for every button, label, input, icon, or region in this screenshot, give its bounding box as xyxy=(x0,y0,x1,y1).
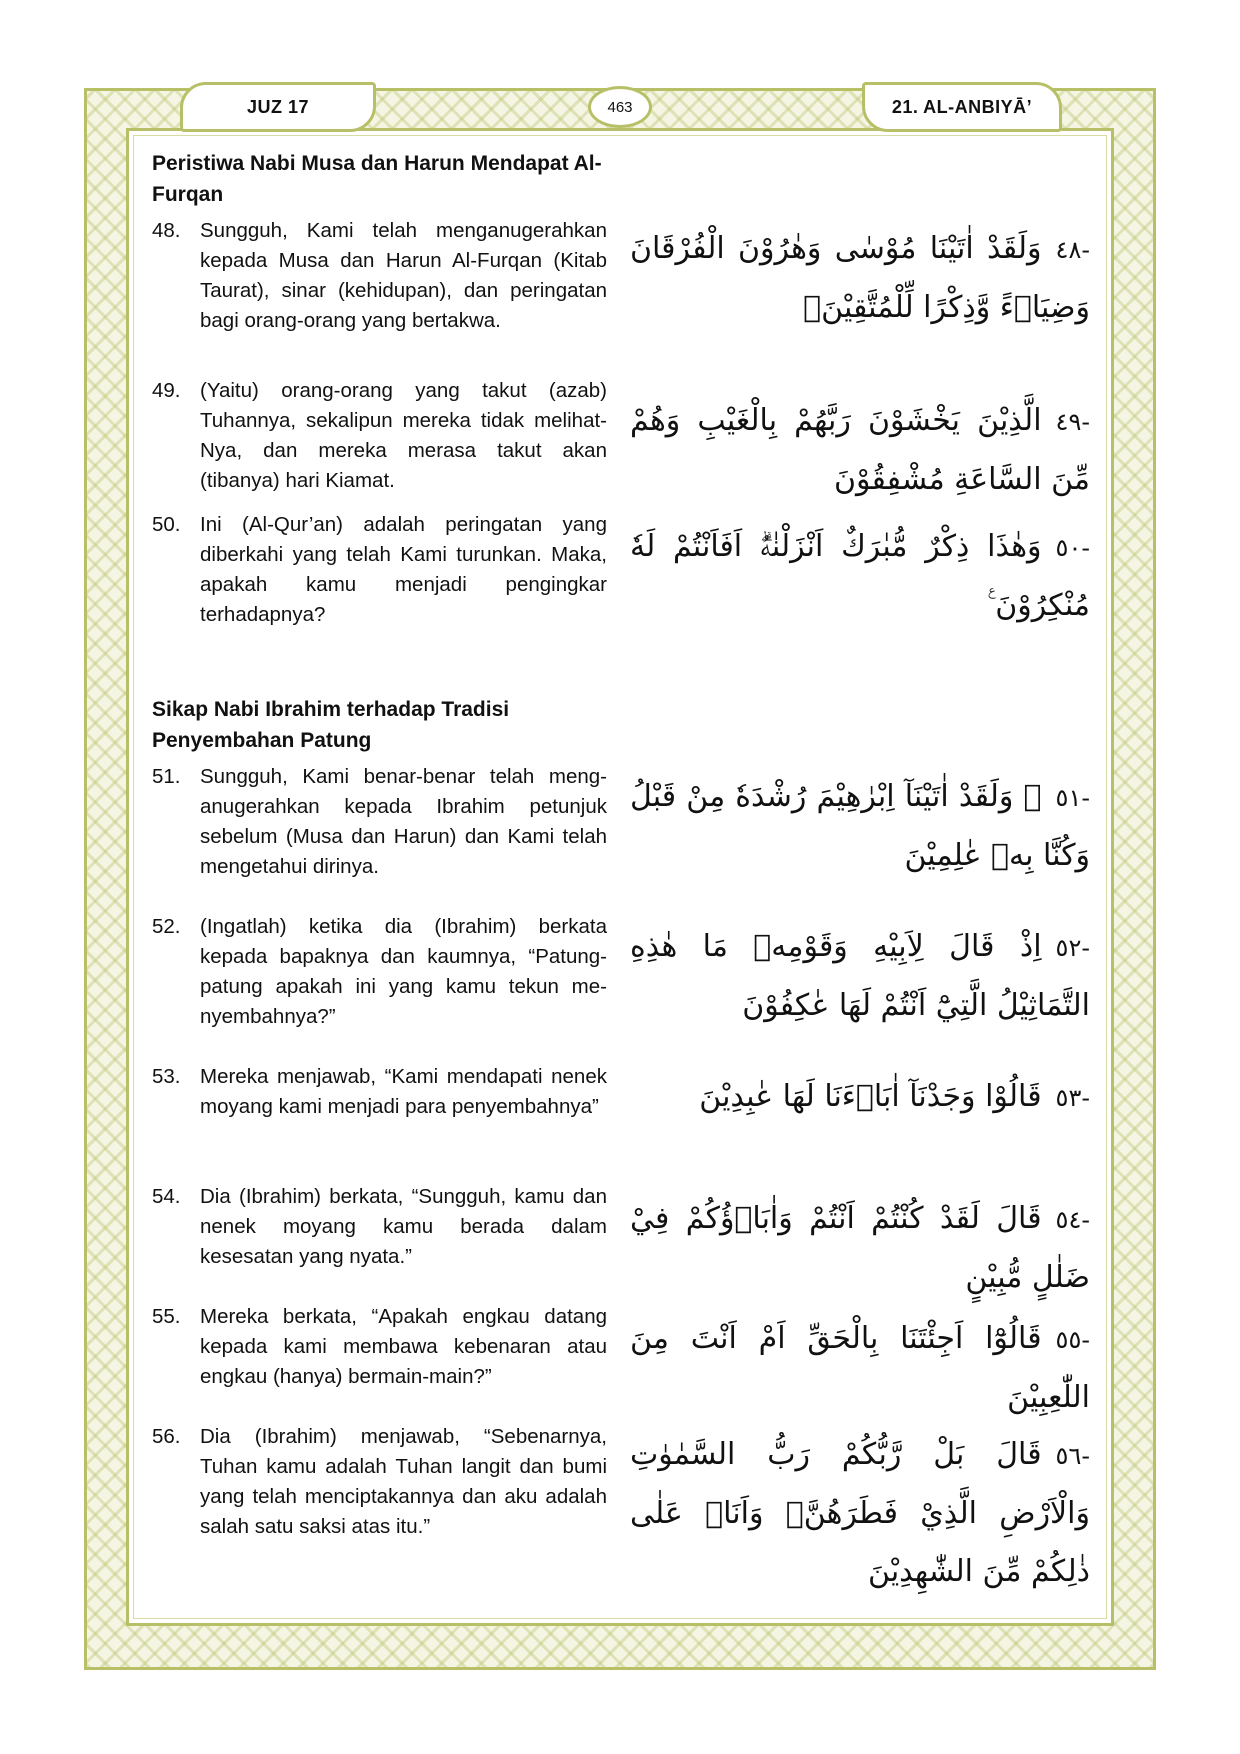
verse-arabic xyxy=(630,518,1090,635)
verse-number: 56. xyxy=(152,1425,181,1448)
verse-translation xyxy=(152,216,607,336)
surah-label: 21. AL-ANBIYĀ’ xyxy=(862,82,1062,132)
verse-translation-text: Dia (Ibrahim) berkata, “Sungguh, kamu dan nenek moyang kamu berada dalam kesesatan yang nyata.” xyxy=(200,1185,607,1268)
verse-translation-text: Dia (Ibrahim) menjawab, “Sebenarnya, Tuhan kamu adalah Tuhan langit dan bumi yang telah menciptakannya dan aku adalah salah satu saksi atas itu.” xyxy=(200,1425,607,1538)
verse-number: 52. xyxy=(152,915,181,938)
verse-translation-text: Sungguh, Kami telah menganugerahkan kepada Musa dan Harun Al-Furqan (Kitab Taurat), sinar (kehidupan), dan peringatan bagi orang-orang yang bertakwa. xyxy=(200,219,607,332)
arabic-verse-number: -٥١ xyxy=(1055,784,1090,812)
arabic-verse-text: قَالَ بَلْ رَّبُّكُمْ رَبُّ السَّمٰوٰتِ وَالْاَرْضِ الَّذِيْ فَطَرَهُنَّۖ وَاَنَا۠ عَلٰى ذٰلِكُمْ مِّنَ الشّٰهِدِيْنَ xyxy=(630,1437,1090,1589)
verse-number: 55. xyxy=(152,1305,181,1328)
arabic-verse-number: -٥٥ xyxy=(1055,1326,1090,1354)
verse-arabic xyxy=(630,1190,1090,1307)
verse-translation-text: Sungguh, Kami benar-benar telah menganugerahkan kepada Ibrahim petunjuk sebelum (Musa dan Harun) dan Kami telah mengetahui dirinya. xyxy=(200,765,607,878)
verse-translation-text: (Yaitu) orang-orang yang takut (azab) Tuhannya, sekalipun mereka tidak melihat-Nya, dan mereka merasa takut akan (tibanya) hari Kiamat. xyxy=(200,379,607,492)
verse-arabic xyxy=(630,392,1090,509)
verse-number: 51. xyxy=(152,765,181,788)
verse-translation xyxy=(152,376,607,496)
verse-translation xyxy=(152,1422,607,1542)
arabic-verse-text: قَالَ لَقَدْ كُنْتُمْ اَنْتُمْ وَاٰبَاۤؤُكُمْ فِيْ ضَلٰلٍ مُّبِيْنٍ xyxy=(630,1201,1090,1295)
verse-arabic xyxy=(630,220,1090,337)
verse-translation xyxy=(152,1302,607,1392)
arabic-verse-text: الَّذِيْنَ يَخْشَوْنَ رَبَّهُمْ بِالْغَيْبِ وَهُمْ مِّنَ السَّاعَةِ مُشْفِقُوْنَ xyxy=(630,403,1090,497)
verse-translation-text: Mereka berkata, “Apakah engkau datang kepada kami membawa kebenaran atau engkau (hanya) bermain-main?” xyxy=(200,1305,607,1388)
verse-translation xyxy=(152,1062,607,1122)
verse-translation xyxy=(152,1182,607,1272)
verse-arabic xyxy=(630,1426,1090,1601)
verse-translation-text: Mereka menjawab, “Kami mendapati nenek moyang kami menjadi para penyembahnya” xyxy=(200,1065,607,1118)
arabic-verse-text: قَالُوْٓا اَجِئْتَنَا بِالْحَقِّ اَمْ اَنْتَ مِنَ اللّٰعِبِيْنَ xyxy=(630,1321,1090,1415)
arabic-verse-text: قَالُوْا وَجَدْنَآ اٰبَاۤءَنَا لَهَا عٰبِدِيْنَ xyxy=(699,1079,1042,1114)
verse-number: 54. xyxy=(152,1185,181,1208)
arabic-verse-number: -٥٦ xyxy=(1055,1442,1090,1470)
arabic-verse-number: -٤٩ xyxy=(1055,408,1090,436)
verse-translation xyxy=(152,912,607,1032)
arabic-verse-text: اِذْ قَالَ لِاَبِيْهِ وَقَوْمِهٖ مَا هٰذِهِ التَّمَاثِيْلُ الَّتِيْٓ اَنْتُمْ لَهَا عٰكِفُوْنَ xyxy=(630,929,1090,1023)
verse-arabic xyxy=(630,918,1090,1035)
arabic-verse-number: -٥٣ xyxy=(1055,1084,1090,1112)
verse-arabic xyxy=(630,768,1090,885)
verse-translation-text: Ini (Al-Qur’an) adalah peringatan yang diberkahi yang telah Kami turunkan. Maka, apakah kamu menjadi pengingkar terhadapnya? xyxy=(200,513,607,626)
verse-arabic xyxy=(630,1068,1090,1127)
arabic-verse-text: ۞ وَلَقَدْ اٰتَيْنَآ اِبْرٰهِيْمَ رُشْدَهٗ مِنْ قَبْلُ وَكُنَّا بِهٖ عٰلِمِيْنَ xyxy=(630,779,1090,873)
arabic-verse-text: وَهٰذَا ذِكْرٌ مُّبٰرَكٌ اَنْزَلْنٰهُۗ اَفَاَنْتُمْ لَهٗ مُنْكِرُوْنَ ࣖ xyxy=(630,529,1090,623)
arabic-verse-number: -٥٤ xyxy=(1055,1206,1090,1234)
arabic-verse-number: -٥٠ xyxy=(1055,534,1090,562)
arabic-verse-number: -٥٢ xyxy=(1055,934,1090,962)
section-heading: Peristiwa Nabi Musa dan Harun Mendapat Al-Furqan xyxy=(152,152,602,206)
verse-number: 48. xyxy=(152,219,181,242)
verse-number: 50. xyxy=(152,513,181,536)
arabic-verse-number: -٤٨ xyxy=(1055,236,1090,264)
page-number: 463 xyxy=(588,86,652,128)
section-heading: Sikap Nabi Ibrahim terhadap Tradisi Penyembahan Patung xyxy=(152,698,510,752)
juz-label: JUZ 17 xyxy=(180,82,376,132)
arabic-verse-text: وَلَقَدْ اٰتَيْنَا مُوْسٰى وَهٰرُوْنَ الْفُرْقَانَ وَضِيَاۤءً وَّذِكْرًا لِّلْمُتَّقِيْنَۙ xyxy=(630,231,1090,325)
verse-number: 49. xyxy=(152,379,181,402)
verse-translation-text: (Ingatlah) ketika dia (Ibrahim) berkata kepada bapaknya dan kaumnya, “Patung-patung apakah ini yang kamu tekun menyembahnya?” xyxy=(200,915,607,1028)
verse-arabic xyxy=(630,1310,1090,1427)
verse-translation xyxy=(152,762,607,882)
verse-translation xyxy=(152,510,607,630)
verse-number: 53. xyxy=(152,1065,181,1088)
